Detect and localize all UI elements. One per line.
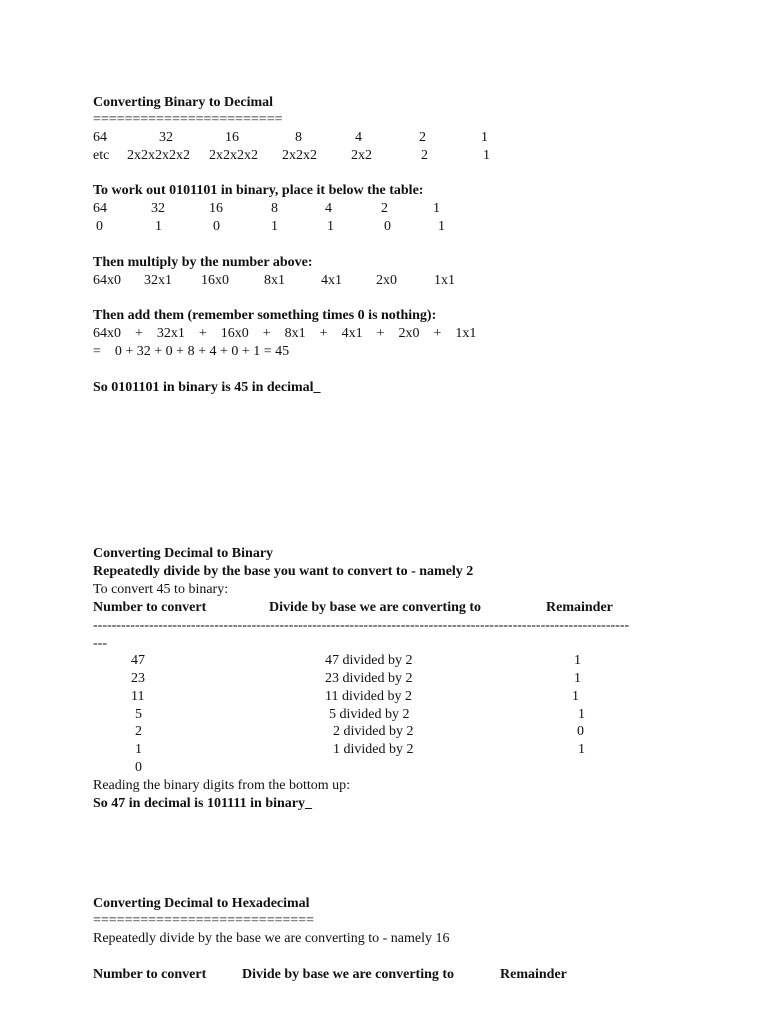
row-division: 5 divided by 2	[329, 707, 410, 722]
section3-intro: Repeatedly divide by the base we are converting to - namely 16	[93, 931, 450, 946]
step1-bit: 1	[438, 219, 445, 234]
step1-bit: 1	[271, 219, 278, 234]
place-value: 16	[225, 130, 239, 145]
section3-underline: ============================	[93, 913, 315, 928]
row-division: 2 divided by 2	[333, 724, 414, 739]
step3-result: = 0 + 32 + 0 + 8 + 4 + 0 + 1 = 45	[93, 344, 290, 359]
step2-product: 64x0	[93, 273, 121, 288]
step2-product: 32x1	[144, 273, 172, 288]
row-remainder: 1	[574, 653, 581, 668]
step2-product: 2x0	[376, 273, 397, 288]
expansion: 2x2	[351, 148, 372, 163]
step3-sum: 64x0 + 32x1 + 16x0 + 8x1 + 4x1 + 2x0 + 1x1	[93, 326, 477, 341]
section2-intro: To convert 45 to binary:	[93, 582, 229, 597]
expansion: 2x2x2x2	[209, 148, 258, 163]
expansion: 1	[483, 148, 490, 163]
step2-product: 4x1	[321, 273, 342, 288]
place-value: 32	[159, 130, 173, 145]
row-remainder: 1	[572, 689, 579, 704]
column-header-number: Number to convert	[93, 600, 207, 615]
step1-value: 4	[325, 201, 332, 216]
row-number: 0	[135, 760, 142, 775]
row-remainder: 1	[578, 742, 585, 757]
place-value: 4	[355, 130, 362, 145]
step1-bit: 0	[384, 219, 391, 234]
row-number: 2	[135, 724, 142, 739]
row-remainder: 0	[577, 724, 584, 739]
place-value: 64	[93, 130, 107, 145]
table-divider: -------------------------------------------------------------------------------------------------------------------	[93, 618, 630, 633]
step1-value: 64	[93, 201, 107, 216]
section2-title: Converting Decimal to Binary	[93, 546, 274, 561]
row-remainder: 1	[578, 707, 585, 722]
row-number: 1	[135, 742, 142, 757]
section3-title: Converting Decimal to Hexadecimal	[93, 896, 310, 911]
step1-heading: To work out 0101101 in binary, place it below the table:	[93, 183, 424, 198]
row-number: 47	[131, 653, 145, 668]
place-value: 2	[419, 130, 426, 145]
place-value: 1	[481, 130, 488, 145]
column-header-number: Number to convert	[93, 967, 207, 982]
place-value: 8	[295, 130, 302, 145]
step1-bit: 0	[213, 219, 220, 234]
expansion: etc	[93, 148, 110, 163]
row-division: 47 divided by 2	[325, 653, 413, 668]
reading-note: Reading the binary digits from the bottom up:	[93, 778, 351, 793]
column-header-division: Divide by base we are converting to	[269, 600, 482, 615]
section1-underline: ========================	[93, 112, 283, 127]
column-header-division: Divide by base we are converting to	[242, 967, 455, 982]
step1-value: 16	[209, 201, 223, 216]
step2-product: 8x1	[264, 273, 285, 288]
section1-title: Converting Binary to Decimal	[93, 95, 274, 110]
section2-conclusion: So 47 in decimal is 101111 in binary_	[93, 796, 312, 811]
section1-conclusion: So 0101101 in binary is 45 in decimal_	[93, 380, 321, 395]
step1-bit: 0	[96, 219, 103, 234]
step1-value: 32	[151, 201, 165, 216]
row-remainder: 1	[574, 671, 581, 686]
row-division: 23 divided by 2	[325, 671, 413, 686]
step1-bit: 1	[155, 219, 162, 234]
row-number: 5	[135, 707, 142, 722]
row-number: 11	[131, 689, 145, 704]
column-header-remainder: Remainder	[500, 967, 567, 982]
step2-product: 16x0	[201, 273, 229, 288]
step1-value: 1	[433, 201, 440, 216]
expansion: 2x2x2	[282, 148, 317, 163]
row-division: 11 divided by 2	[325, 689, 412, 704]
step1-value: 2	[381, 201, 388, 216]
row-division: 1 divided by 2	[333, 742, 414, 757]
step2-heading: Then multiply by the number above:	[93, 255, 313, 270]
step3-heading: Then add them (remember something times 0 is nothing):	[93, 308, 437, 323]
expansion: 2x2x2x2x2	[127, 148, 190, 163]
column-header-remainder: Remainder	[546, 600, 613, 615]
row-number: 23	[131, 671, 145, 686]
step2-product: 1x1	[434, 273, 455, 288]
section2-subtitle: Repeatedly divide by the base you want to convert to - namely 2	[93, 564, 474, 579]
step1-bit: 1	[327, 219, 334, 234]
table-divider-wrap: ---	[93, 636, 107, 651]
expansion: 2	[421, 148, 428, 163]
step1-value: 8	[271, 201, 278, 216]
